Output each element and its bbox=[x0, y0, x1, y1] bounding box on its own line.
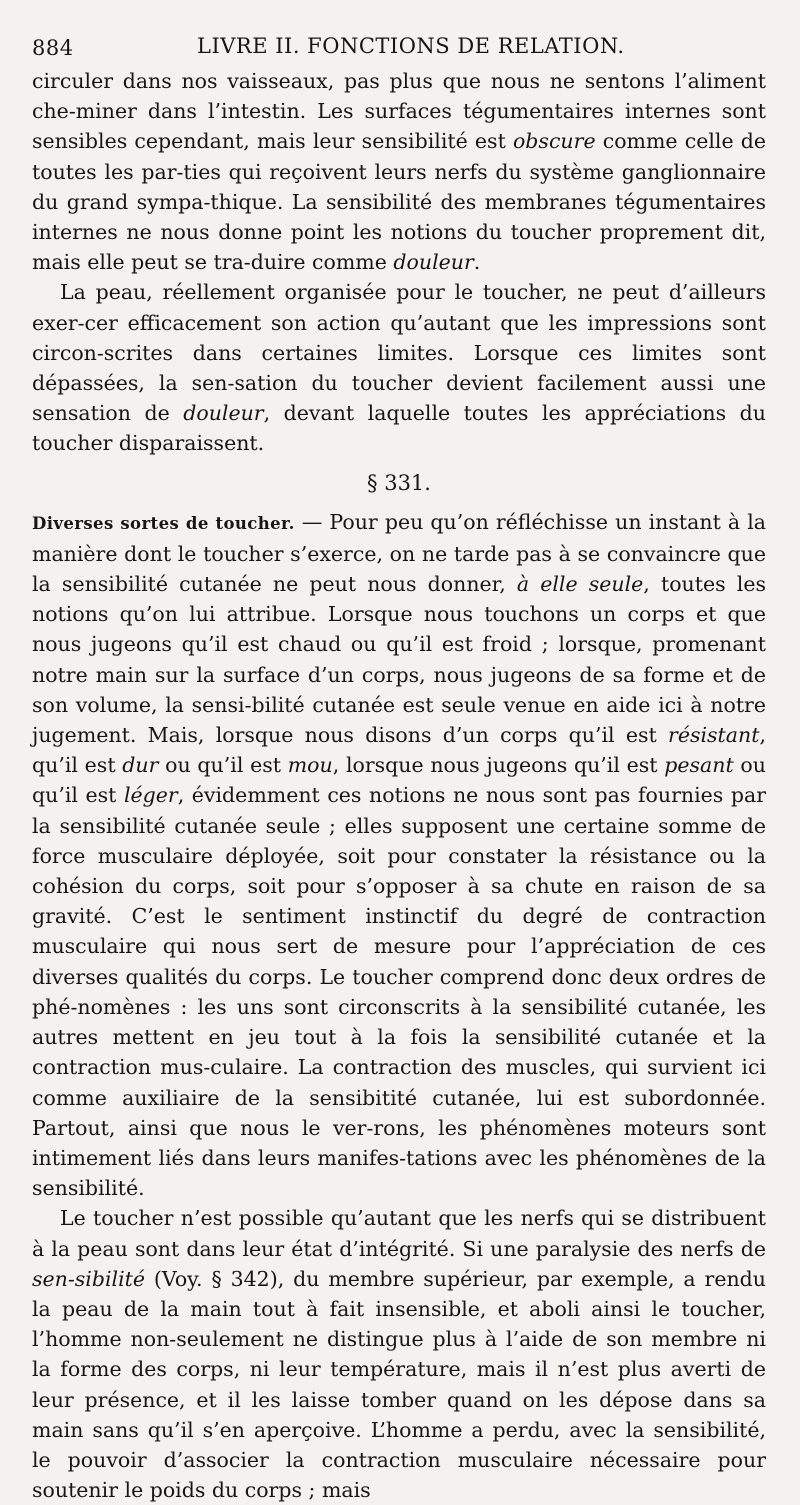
text-run: (Voy. § 342), du membre supérieur, par exemple, a rendu la peau de la main tout à fait insensible, et aboli ainsi le toucher, l’homme non-seulement ne distingue plus à l’aide de son membre ni la forme des corps, ni leur température, mais il n’est plus averti de leur présence, et il les laisse tomber quand on les dépose dans sa main sans qu’il s’en aperçoive. L’homme a perdu, avec la sensibilité, le pouvoir d’associer la contraction musculaire nécessaire pour soutenir le poids du corps ; mais bbox=[32, 1266, 766, 1503]
italic-term: sen-sibilité bbox=[32, 1266, 146, 1291]
text-run: — Pour peu qu’on réfléchisse un instant à la manière dont le toucher s’exerce, on ne tarde pas à se convaincre que la sensibilité cutanée ne peut nous donner, bbox=[32, 509, 766, 597]
paragraph-3 bbox=[32, 507, 766, 1204]
text-run: La peau, réellement organisée pour le toucher, ne peut d’ailleurs exer-cer efficacement son action qu’autant que les impressions sont circon-scrites dans certaines limites. Lorsque ces limites sont dépassées, la sen-sation du toucher devient facilement aussi une sensation de bbox=[32, 280, 766, 426]
italic-term: dur bbox=[122, 753, 159, 778]
italic-term: obscure bbox=[512, 129, 596, 154]
italic-term: résistant bbox=[668, 723, 760, 748]
text-run: , évidemment ces notions ne nous sont pas fournies par la sensibilité cutanée seule ; elles supposent une certaine somme de force musculaire déployée, soit pour constater la résistance ou la cohésion du corps, soit pour s’opposer à sa chute en raison de sa gravité. C’est le sentiment instinctif du degré de contraction musculaire qui nous sert de mesure pour l’appréciation de ces diverses qualités du corps. Le toucher comprend donc deux ordres de phé-nomènes : les uns sont circonscrits à la sensibilité cutanée, les autres mettent en jeu tout à la fois la sensibilité cutanée et la contraction mus-culaire. La contraction des muscles, qui survient ici comme auxiliaire de la sensibitité cutanée, lui est subordonnée. Partout, ainsi que nous le ver-rons, les phénomènes moteurs sont intimement liés dans leurs manifes-tations avec les phénomènes de la sensibilité. bbox=[32, 783, 766, 1201]
paragraph-4 bbox=[32, 1203, 766, 1505]
page-header bbox=[32, 30, 766, 66]
text-run: . bbox=[473, 250, 481, 275]
running-title: LIVRE II. FONCTIONS DE RELATION. bbox=[197, 34, 625, 58]
paragraph-1 bbox=[32, 66, 766, 277]
page-number: 884 bbox=[32, 36, 74, 60]
text-run: , qu’il est bbox=[32, 723, 766, 778]
italic-term: mou bbox=[287, 753, 333, 778]
text-run: , lorsque nous jugeons qu’il est bbox=[332, 753, 665, 778]
section-number: § 331. bbox=[367, 470, 431, 495]
text-run: ou qu’il est bbox=[158, 753, 288, 778]
italic-term: léger bbox=[123, 783, 178, 808]
italic-term: douleur bbox=[183, 401, 264, 426]
paragraph-2 bbox=[32, 277, 766, 458]
text-run: circuler dans nos vaisseaux, pas plus que nous ne sentons l’aliment che-miner dans l’intestin. Les surfaces tégumentaires internes sont sensibles cependant, mais leur sensibilité est bbox=[32, 69, 766, 154]
text-run: ou qu’il est bbox=[32, 753, 766, 808]
italic-term: douleur bbox=[393, 250, 474, 275]
text-run: , toutes les notions qu’on lui attribue. Lorsque nous touchons un corps et que nous jugeons qu’il est chaud ou qu’il est froid ; lorsque, promenant notre main sur la surface d’un corps, nous jugeons de sa forme et de son volume, la sensi-bilité cutanée est seule venue en aide ici à notre jugement. Mais, lorsque nous disons d’un corps qu’il est bbox=[32, 572, 766, 748]
text-run: Le toucher n’est possible qu’autant que les nerfs qui se distribuent à la peau sont dans leur état d’intégrité. Si une paralysie des nerfs de bbox=[32, 1206, 766, 1261]
text-run: comme celle de toutes les par-ties qui reçoivent leurs nerfs du système ganglionnaire du grand sympa-thique. La sensibilité des membranes tégumentaires internes ne nous donne point les notions du toucher proprement dit, mais elle peut se tra-duire comme bbox=[32, 129, 766, 275]
italic-term: pesant bbox=[664, 753, 734, 778]
text-run: , devant laquelle toutes les appréciations du toucher disparaissent. bbox=[32, 401, 766, 456]
run-in-heading: Diverses sortes de toucher. bbox=[32, 513, 295, 533]
italic-term: à elle seule bbox=[516, 572, 644, 597]
